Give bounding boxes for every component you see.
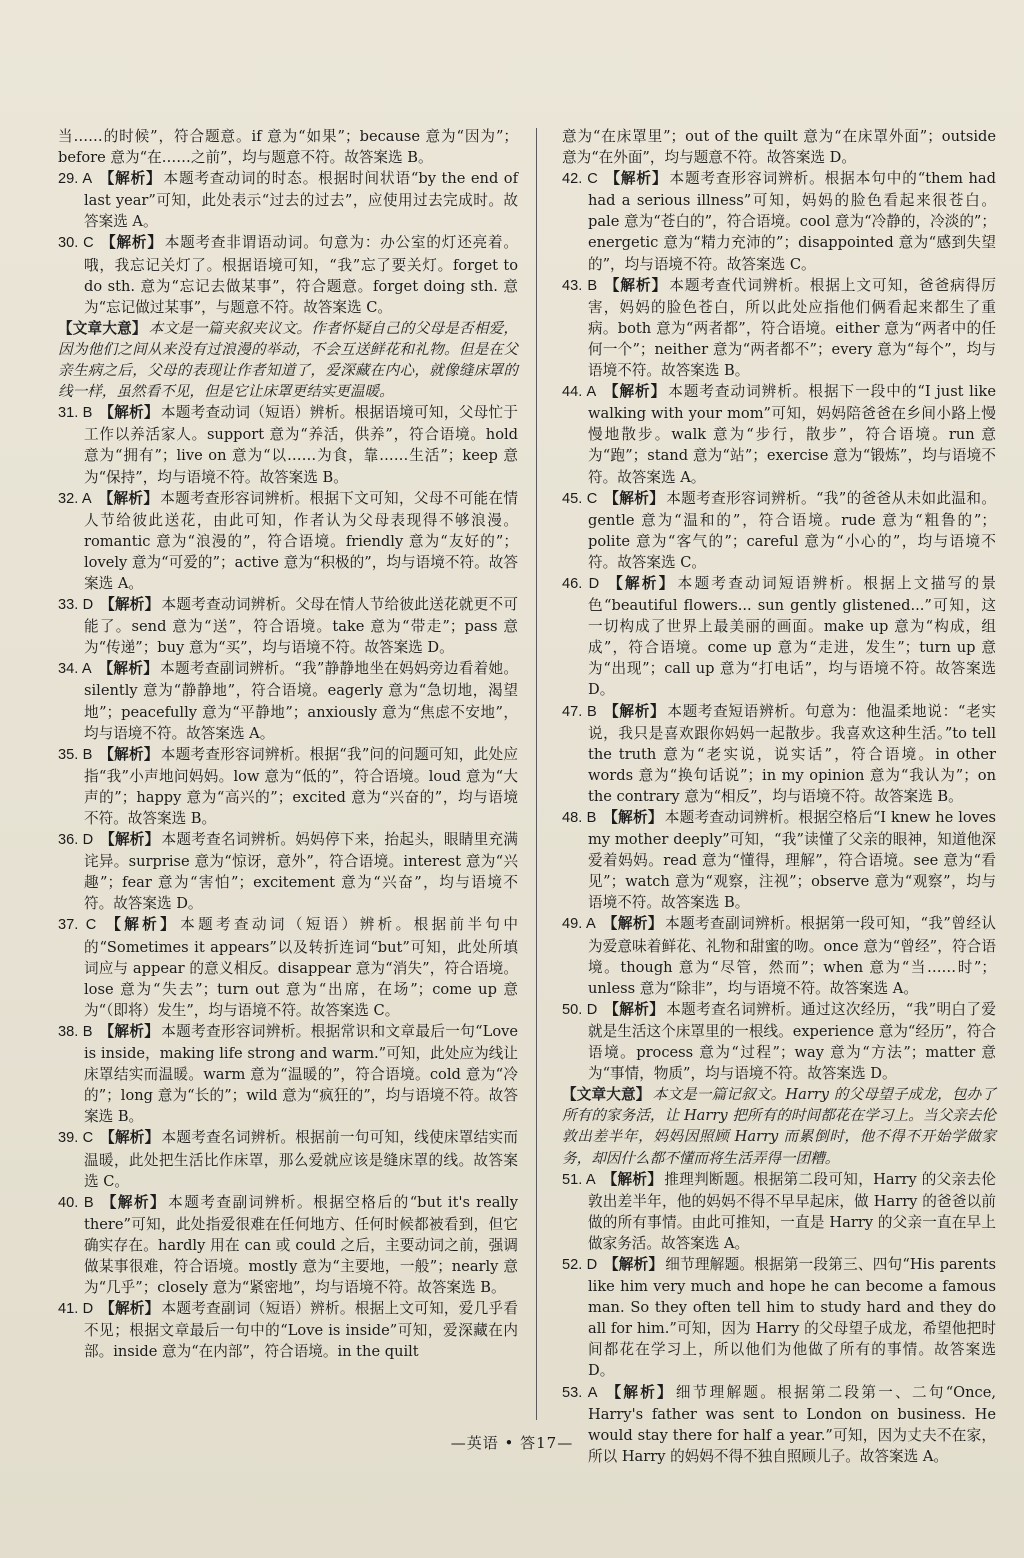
explanation-text: 本题考查动词（短语）辨析。根据前半句中的“Sometimes it appears”以及转折连词“but”可知，此处所填词应与 appear 的意义相反。disappear 意为“消失”，符合语境。lose 意为“失去”；turn out 意为“出席，在场”；come up 意为“（即将）发生”，均与语境不符。故答案选 C。 — [84, 916, 518, 1019]
answer-number: 44. A — [562, 384, 597, 401]
explanation-text: 本题考查名词辨析。妈妈停下来，抬起头，眼睛里充满诧异。surprise 意为“惊讶，意外”，符合语境。interest 意为“兴趣”；fear 意为“害怕”；excitement 意为“兴奋”，均与语境不符。故答案选 D。 — [84, 831, 518, 913]
answer-item — [562, 168, 996, 274]
explanation-text: 本题考查名词辨析。通过这次经历，“我”明白了爱就是生活这个床罩里的一根线。experience 意为“经历”，符合语境。process 意为“过程”；way 意为“方法”；matter 意为“事情，物质”，均与语境不符。故答案选 D。 — [588, 1000, 996, 1083]
explanation-text: 本题考查副词（短语）辨析。根据上文可知，爱几乎看不见；根据文章最后一句中的“Love is inside”可知，爱深藏在内部。inside 意为“在内部”，符合语境。in the quilt — [84, 1300, 518, 1361]
analysis-tag: 【解析】 — [606, 1383, 674, 1401]
explanation-text: 本题考查短语辨析。句意为：他温柔地说：“老实说，我只是喜欢跟你妈妈一起散步。我喜欢这种生活。”to tell the truth 意为“老实说，说实话”，符合语境。in other words 意为“换句话说”；in my opinion 意为“我认为”；on the contrary 意为“相反”，均与语境不符。故答案选 B。 — [588, 702, 996, 805]
analysis-tag: 【解析】 — [604, 489, 665, 507]
answer-item — [562, 913, 996, 998]
explanation-text: 意为“在床罩里”；out of the quilt 意为“在床罩外面”；outside 意为“在外面”，均与题意不符。故答案选 D。 — [562, 128, 996, 167]
explanation-text: 本题考查动词的时态。根据时间状语“by the end of last year”可知，此处表示“过去的过去”，应使用过去完成时。故答案选 A。 — [84, 170, 518, 231]
answer-number: 49. A — [562, 916, 596, 933]
answer-item — [58, 1127, 518, 1191]
right-column — [562, 126, 996, 1467]
answer-item — [58, 232, 518, 317]
answer-number: 39. C — [58, 1130, 94, 1147]
analysis-tag: 【解析】 — [100, 1300, 160, 1318]
explanation-text: 本题考查形容词辨析。根据常识和文章最后一句“Love is inside，making life strong and warm.”可知，此处应为线让床罩结实而温暖。warm 意为“温暖的”，符合语境。cold 意为“冷的”；long 意为“长的”；wild 意为“疯狂的”，均与语境不符。故答案选 B。 — [84, 1022, 518, 1126]
analysis-tag: 【解析】 — [101, 234, 163, 252]
analysis-tag: 【解析】 — [100, 596, 160, 614]
answer-number: 51. A — [562, 1171, 596, 1188]
analysis-tag: 【解析】 — [100, 1129, 160, 1147]
answer-item — [58, 594, 518, 658]
explanation-text: 本题考查动词辨析。根据下一段中的“I just like walking with your mom”可知，妈妈陪爸爸在乡间小路上慢慢地散步。walk 意为“步行，散步”，符合语境。run 意为“跑”；stand 意为“站”；exercise 意为“锻炼”，均与语境不符。故答案选 A。 — [588, 383, 996, 486]
answer-item — [562, 1254, 996, 1382]
answer-continuation — [58, 126, 518, 168]
answer-number: 43. B — [562, 277, 598, 294]
analysis-tag: 【解析】 — [106, 916, 179, 934]
analysis-tag: 【解析】 — [602, 915, 663, 933]
answer-item — [562, 701, 996, 807]
answer-item — [58, 168, 518, 232]
explanation-text: 本题考查副词辨析。“我”静静地坐在妈妈旁边看着她。silently 意为“静静地”，符合语境。eagerly 意为“急切地，渴望地”；peacefully 意为“平静地”；anxiously 意为“焦虑不安地”，均与语境不符。故答案选 A。 — [84, 660, 518, 742]
answer-number: 37. C — [58, 917, 97, 934]
answer-item — [562, 807, 996, 913]
explanation-text: 推理判断题。根据第二段可知，Harry 的父亲去伦敦出差半年，他的妈妈不得不早早起床，做 Harry 的爸爸以前做的所有事情。由此可推知，一直是 Harry 的父亲一直在早上做家务活。故答案选 A。 — [588, 1170, 996, 1252]
answer-number: 30. C — [58, 235, 94, 252]
answer-item — [58, 488, 518, 594]
answer-number: 48. B — [562, 810, 597, 826]
explanation-text: 当……的时候”，符合题意。if 意为“如果”；because 意为“因为”；before 意为“在……之前”，均与题意不符。故答案选 B。 — [58, 128, 518, 167]
explanation-text: 本题考查动词（短语）辨析。根据语境可知，父母忙于工作以养活家人。support 意为“养活，供养”，符合语境。hold 意为“拥有”；live on 意为“以……为食，靠……生活”；keep 意为“保持”，均与语境不符。故答案选 B。 — [84, 404, 518, 486]
analysis-tag: 【解析】 — [99, 170, 162, 188]
summary-text: 本文是一篇夹叙夹议文。作者怀疑自己的父母是否相爱，因为他们之间从来没有过浪漫的举动，不会互送鲜花和礼物。但是在父亲生病之后，父母的表现让作者知道了，爱深藏在内心，就像缝床罩的线一样，虽然看不见，但是它让床罩更结实更温暖。 — [58, 319, 518, 401]
explanation-text: 本题考查动词辨析。父母在情人节给彼此送花就更不可能了。send 意为“送”，符合语境。take 意为“带走”；pass 意为“传递”；buy 意为“买”，均与语境不符。故答案选 D。 — [84, 596, 518, 657]
answer-item — [562, 488, 996, 573]
answer-number: 53. A — [562, 1384, 598, 1401]
answer-item — [562, 381, 996, 487]
answer-number: 45. C — [562, 490, 598, 507]
summary-tag: 【文章大意】 — [562, 1086, 651, 1104]
answer-number: 46. D — [562, 575, 600, 592]
answer-item — [562, 275, 996, 381]
analysis-tag: 【解析】 — [605, 170, 668, 188]
answer-number: 52. D — [562, 1256, 598, 1273]
analysis-tag: 【解析】 — [98, 489, 159, 507]
analysis-tag: 【解析】 — [101, 1193, 167, 1211]
page-footer: —英语 • 答17— — [450, 1434, 574, 1452]
explanation-text: 本题考查代词辨析。根据上文可知，爸爸病得厉害，妈妈的脸色苍白，所以此处应指他们俩看起来都生了重病。both 意为“两者都”，符合语境。either 意为“两者中的任何一个”；neither 意为“两者都不”；every 意为“每个”，均与语境不符。故答案选 B。 — [588, 276, 996, 380]
column-divider — [536, 128, 537, 1420]
answer-item — [58, 658, 518, 743]
answer-number: 33. D — [58, 597, 94, 614]
answer-number: 47. B — [562, 703, 597, 720]
answer-item — [562, 1169, 996, 1254]
analysis-tag: 【解析】 — [99, 404, 159, 422]
answer-item — [58, 1192, 518, 1298]
analysis-tag: 【解析】 — [99, 1022, 160, 1040]
analysis-tag: 【解析】 — [99, 745, 159, 763]
answer-number: 42. C — [562, 171, 598, 188]
answer-number: 36. D — [58, 832, 94, 849]
answer-item — [562, 999, 996, 1084]
explanation-text: 本题考查副词辨析。根据空格后的“but it's really there”可知，此处指爱很难在任何地方、任何时候都被看到，但它确实存在。hardly 用在 can 或 could 之后，主要动词之前，强调做某事很难，符合语境。mostly 意为“主要地，一般”；nearly 意为“几乎”；closely 意为“紧密地”，均与语境不符。故答案选 B。 — [84, 1193, 518, 1297]
explanation-text: 本题考查形容词辨析。根据下文可知，父母不可能在情人节给彼此送花，由此可知，作者认为父母表现得不够浪漫。romantic 意为“浪漫的”，符合语境。friendly 意为“友好的”；lovely 意为“可爱的”；active 意为“积极的”，均与语境不符。故答案选 A。 — [84, 489, 518, 592]
answer-number: 35. B — [58, 746, 93, 763]
analysis-tag: 【解析】 — [603, 809, 663, 826]
answer-number: 40. B — [58, 1194, 94, 1211]
answer-item — [58, 1021, 518, 1127]
summary-text: 本文是一篇记叙文。Harry 的父母望子成龙，包办了所有的家务活，让 Harry 把所有的时间都花在学习上。当父亲去伦敦出差半年，妈妈因照顾 Harry 而累倒时，他不得不开始学做家务，却因什么都不懂而将生活弄得一团糟。 — [562, 1086, 996, 1167]
answer-continuation — [562, 126, 996, 168]
explanation-text: 本题考查动词辨析。根据空格后“I knew he loves my mother deeply”可知，“我”读懂了父亲的眼神，知道他深爱着妈妈。read 意为“懂得，理解”，符合语境。see 意为“看见”；watch 意为“观察，注视”；observe 意为“观察”，均与语境不符。故答案选 B。 — [588, 809, 997, 912]
analysis-tag: 【解析】 — [602, 1170, 663, 1188]
explanation-text: 本题考查名词辨析。根据前一句可知，线使床罩结实而温暖，此处把生活比作床罩，那么爱就应该是缝床罩的线。故答案选 C。 — [84, 1129, 518, 1190]
summary-tag: 【文章大意】 — [58, 319, 147, 337]
answer-item — [58, 829, 518, 914]
explanation-text: 本题考查形容词辨析。“我”的爸爸从未如此温和。gentle 意为“温和的”，符合语境。rude 意为“粗鲁的”；polite 意为“客气的”；careful 意为“小心的”，均与语境不符。故答案选 C。 — [588, 489, 996, 571]
answer-item — [58, 914, 518, 1020]
answer-item — [58, 402, 518, 487]
explanation-text: 本题考查形容词辨析。根据本句中的“them had had a serious illness”可知，妈妈的脸色看起来很苍白。pale 意为“苍白的”，符合语境。cool 意为“冷静的，冷淡的”；energetic 意为“精力充沛的”；disappointed 意为“感到失望的”，均与语境不符。故答案选 C。 — [588, 170, 996, 273]
answer-number: 31. B — [58, 405, 93, 422]
left-column — [58, 126, 518, 1362]
analysis-tag: 【解析】 — [603, 383, 667, 401]
analysis-tag: 【解析】 — [604, 276, 668, 294]
answer-item — [58, 744, 518, 829]
explanation-text: 本题考查副词辨析。根据第一段可知，“我”曾经认为爱意味着鲜花、礼物和甜蜜的吻。once 意为“曾经”，符合语境。though 意为“尽管，然而”；when 意为“当……时”；unless 意为“除非”，均与语境不符。故答案选 A。 — [588, 915, 996, 997]
answer-number: 34. A — [58, 661, 92, 678]
answer-number: 41. D — [58, 1301, 94, 1318]
answer-item — [58, 1298, 518, 1362]
article-summary — [58, 318, 518, 402]
analysis-tag: 【解析】 — [604, 1000, 665, 1018]
analysis-tag: 【解析】 — [100, 831, 160, 849]
answer-number: 38. B — [58, 1023, 93, 1040]
explanation-text: 细节理解题。根据第二段第一、二句“Once, Harry's father was sent to London on business. He would stay there for half a year.”可知，因为丈夫不在家，所以 Harry 的妈妈不得不独自照顾儿子。故答案选 A。 — [588, 1383, 996, 1465]
analysis-tag: 【解析】 — [608, 574, 676, 592]
answer-number: 29. A — [58, 171, 93, 188]
analysis-tag: 【解析】 — [604, 702, 666, 720]
explanation-text: 本题考查动词短语辨析。根据上文描写的景色“beautiful flowers... sun gently glistened...”可知，这一切构成了世界上最美丽的画面。make up 意为“构成，组成”，符合语境。come up 意为“走进，发生”；turn up 意为“出现”；call up 意为“打电话”，均与语境不符。故答案选 D。 — [588, 574, 996, 699]
answer-item — [562, 573, 996, 701]
analysis-tag: 【解析】 — [603, 1255, 664, 1273]
analysis-tag: 【解析】 — [98, 660, 159, 678]
answer-item — [562, 1382, 996, 1467]
explanation-text: 细节理解题。根据第一段第三、四句“His parents like him very much and hope he can become a famous man. So they often tell him to study hard and they do all for him.”可知，因为 Harry 的父母望子成龙，希望他把时间都花在学习上，所以他们为他做了所有的事情。故答案选 D。 — [588, 1255, 996, 1380]
answer-number: 50. D — [562, 1001, 598, 1018]
answer-number: 32. A — [58, 490, 92, 507]
explanation-text: 本题考查非谓语动词。句意为：办公室的灯还亮着。哦，我忘记关灯了。根据语境可知，“我”忘了要关灯。forget to do sth. 意为“忘记去做某事”，符合题意。forget doing sth. 意为“忘记做过某事”，与题意不符。故答案选 C。 — [84, 234, 518, 316]
explanation-text: 本题考查形容词辨析。根据“我”问的问题可知，此处应指“我”小声地问妈妈。low 意为“低的”，符合语境。loud 意为“大声的”；happy 意为“高兴的”；excited 意为“兴奋的”，均与语境不符。故答案选 B。 — [84, 745, 518, 827]
article-summary — [562, 1084, 996, 1168]
